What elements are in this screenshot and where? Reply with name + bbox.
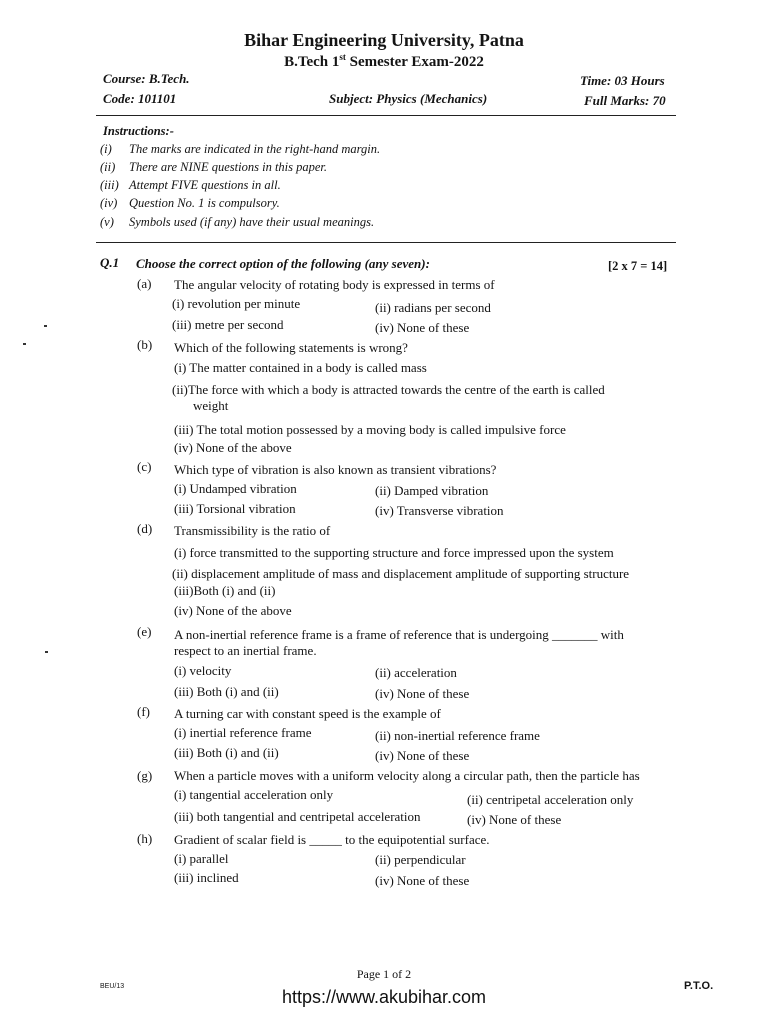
- option: (iii) The total motion possessed by a moving body is called impulsive force: [174, 422, 566, 437]
- option: (iv) None of these: [375, 320, 470, 335]
- option: (iii) inclined: [174, 870, 239, 885]
- option: (ii) non-inertial reference frame: [375, 728, 540, 743]
- option: (iv) None of these: [375, 873, 470, 888]
- option: (ii)The force with which a body is attracted towards the centre of the earth is called: [172, 382, 605, 397]
- instruction-item: (i) The marks are indicated in the right-hand margin.: [100, 142, 381, 156]
- course-label: Course: B.Tech.: [103, 71, 190, 86]
- instruction-item: (iii) Attempt FIVE questions in all.: [100, 178, 281, 192]
- scan-speck: [45, 651, 48, 653]
- item-question: When a particle moves with a uniform velocity along a circular path, then the particle has: [174, 768, 640, 783]
- item-label: (c): [137, 459, 152, 474]
- item-label: (e): [137, 624, 152, 639]
- option: (i) velocity: [174, 663, 232, 678]
- page-number: Page 1 of 2: [356, 967, 412, 981]
- option: (ii) Damped vibration: [375, 483, 489, 498]
- option: (i) force transmitted to the supporting structure and force impressed upon the system: [174, 545, 614, 560]
- question-marks: [2 x 7 = 14]: [608, 259, 668, 273]
- header-divider: [96, 115, 676, 116]
- instruction-item: (ii) There are NINE questions in this paper.: [100, 160, 328, 174]
- option: (iii) metre per second: [172, 317, 284, 332]
- option: (ii) acceleration: [375, 665, 457, 680]
- question-title: Choose the correct option of the following (any seven):: [136, 256, 430, 271]
- option: (iv) Transverse vibration: [375, 503, 504, 518]
- item-question: Transmissibility is the ratio of: [174, 523, 331, 538]
- option: (i) parallel: [174, 851, 229, 866]
- item-label: (b): [137, 337, 153, 352]
- item-question: The angular velocity of rotating body is expressed in terms of: [174, 277, 495, 292]
- exam-name: B.Tech 1st Semester Exam-2022: [284, 52, 484, 70]
- option: (iii) Both (i) and (ii): [174, 684, 279, 699]
- option: (iv) None of these: [375, 748, 470, 763]
- option: (ii) centripetal acceleration only: [467, 792, 634, 807]
- item-label: (g): [137, 768, 153, 783]
- subject-label: Subject: Physics (Mechanics): [329, 91, 488, 106]
- option: (iv) None of these: [375, 686, 470, 701]
- option: (iii)Both (i) and (ii): [174, 583, 276, 598]
- scan-speck: [44, 325, 47, 327]
- scan-speck: [23, 343, 26, 345]
- option: (iii) Torsional vibration: [174, 501, 296, 516]
- marks-label: Full Marks: 70: [584, 93, 666, 108]
- item-label: (h): [137, 831, 153, 846]
- item-label: (a): [137, 276, 152, 291]
- option: (i) The matter contained in a body is called mass: [174, 360, 427, 375]
- watermark-url: https://www.akubihar.com: [281, 987, 487, 1007]
- option: (iii) Both (i) and (ii): [174, 745, 279, 760]
- pto-label: P.T.O.: [684, 980, 714, 992]
- option: (iii) both tangential and centripetal acceleration: [174, 809, 421, 824]
- time-label: Time: 03 Hours: [580, 73, 665, 88]
- option: (iv) None of these: [467, 812, 562, 827]
- question-number: Q.1: [100, 255, 120, 270]
- option: (i) Undamped vibration: [174, 481, 297, 496]
- option: (iv) None of the above: [174, 440, 292, 455]
- item-question: Which of the following statements is wrong?: [174, 340, 408, 355]
- item-question-continued: respect to an inertial frame.: [174, 643, 317, 658]
- instructions-divider: [96, 242, 676, 243]
- item-label: (f): [137, 704, 150, 719]
- option: (ii) perpendicular: [375, 852, 466, 867]
- document-code: BEU/13: [100, 983, 125, 990]
- option: (ii) radians per second: [375, 300, 491, 315]
- item-question: Which type of vibration is also known as transient vibrations?: [174, 462, 497, 477]
- code-label: Code: 101101: [103, 91, 177, 106]
- option: (i) tangential acceleration only: [174, 787, 334, 802]
- item-question: Gradient of scalar field is _____ to the equipotential surface.: [174, 832, 490, 847]
- instruction-item: (v) Symbols used (if any) have their usual meanings.: [100, 215, 375, 229]
- option: (ii) displacement amplitude of mass and displacement amplitude of supporting structure: [172, 566, 630, 581]
- item-question: A non-inertial reference frame is a frame of reference that is undergoing _______ with: [174, 627, 624, 642]
- option: (i) revolution per minute: [172, 296, 301, 311]
- option: (i) inertial reference frame: [174, 725, 312, 740]
- option: (iv) None of the above: [174, 603, 292, 618]
- item-question: A turning car with constant speed is the example of: [174, 706, 441, 721]
- university-name: Bihar Engineering University, Patna: [244, 30, 524, 50]
- item-label: (d): [137, 521, 153, 536]
- instructions-title: Instructions:-: [103, 124, 174, 138]
- instruction-item: (iv) Question No. 1 is compulsory.: [100, 196, 280, 210]
- option-continued: weight: [193, 398, 229, 413]
